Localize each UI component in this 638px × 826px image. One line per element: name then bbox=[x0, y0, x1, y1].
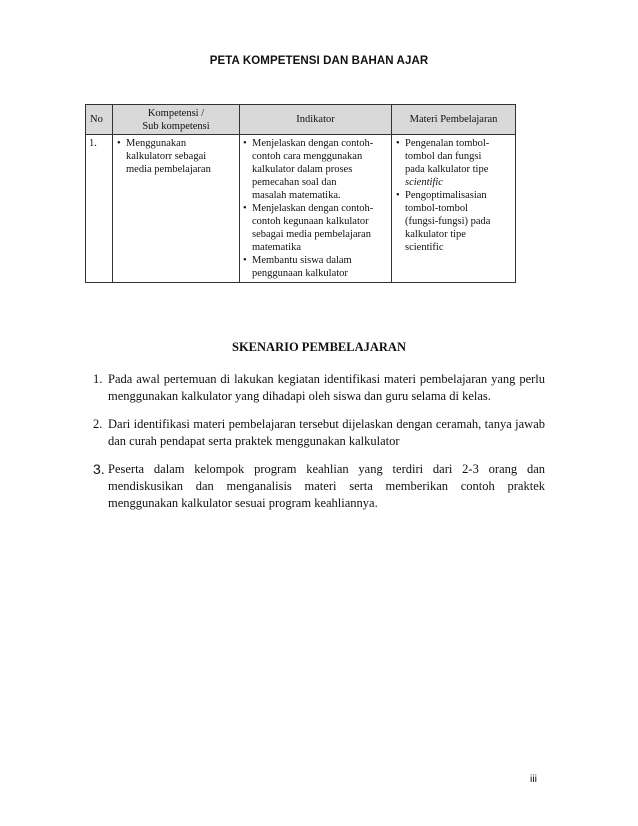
cell-kompetensi bbox=[113, 135, 240, 283]
header-materi: Materi Pembelajaran bbox=[392, 105, 516, 135]
kompetensi-line: • Menggunakan bbox=[126, 138, 187, 149]
table-header-row bbox=[86, 105, 516, 135]
item-number: 3. bbox=[93, 461, 105, 477]
list-item bbox=[243, 254, 388, 280]
item-number: 1. bbox=[93, 372, 103, 386]
list-item bbox=[93, 371, 545, 405]
indikator-line: kalkulator dalam proses bbox=[252, 164, 353, 175]
indikator-line: matematika bbox=[252, 242, 301, 253]
cell-indikator bbox=[240, 135, 392, 283]
materi-line: scientific bbox=[405, 242, 444, 253]
list-item bbox=[116, 137, 236, 176]
list-item bbox=[395, 189, 512, 254]
section-title: SKENARIO PEMBELAJARAN bbox=[232, 340, 406, 354]
indikator-line: • Membantu siswa dalam bbox=[252, 255, 352, 266]
materi-line: • Pengoptimalisasian bbox=[405, 190, 487, 201]
table-row bbox=[86, 135, 516, 283]
competency-table bbox=[85, 104, 516, 283]
cell-no: 1. bbox=[86, 135, 113, 283]
header-kompetensi bbox=[113, 105, 240, 135]
list-item bbox=[93, 461, 545, 512]
materi-line: kalkulator tipe bbox=[405, 229, 466, 240]
kompetensi-line: kalkulatorr sebagai bbox=[126, 151, 207, 162]
materi-line: • Pengenalan tombol- bbox=[405, 138, 490, 149]
item-text: Dari identifikasi materi pembelajaran tersebut dijelaskan dengan ceramah, tanya jawab dan curah pendapat serta praktek menggunakan kalkulator bbox=[108, 417, 545, 448]
page-title: PETA KOMPETENSI DAN BAHAN AJAR bbox=[209, 55, 429, 67]
materi-line-italic: scientific bbox=[405, 177, 443, 188]
indikator-line: contoh cara menggunakan bbox=[252, 151, 363, 162]
kompetensi-line: media pembelajaran bbox=[126, 164, 211, 175]
indikator-line: • Menjelaskan dengan contoh- bbox=[252, 203, 374, 214]
header-kompetensi-line2: Sub kompetensi bbox=[142, 120, 210, 132]
indikator-line: pemecahan soal dan bbox=[252, 177, 337, 188]
materi-line: (fungsi-fungsi) pada bbox=[405, 216, 491, 227]
materi-line: tombol-tombol bbox=[405, 203, 468, 214]
header-indikator: Indikator bbox=[240, 105, 392, 135]
list-item bbox=[93, 416, 545, 450]
list-item bbox=[395, 137, 512, 189]
indikator-line: masalah matematika. bbox=[252, 190, 341, 201]
indikator-line: sebagai media pembelajaran bbox=[252, 229, 371, 240]
header-no: No bbox=[86, 105, 113, 135]
list-item bbox=[243, 202, 388, 254]
header-kompetensi-line1: Kompetensi / bbox=[147, 107, 205, 119]
item-text: Pada awal pertemuan di lakukan kegiatan identifikasi materi pembelajaran yang perlu menggunakan kalkulator yang dihadapi oleh siswa dan guru selama di kelas. bbox=[108, 372, 545, 403]
indikator-line: penggunaan kalkulator bbox=[252, 268, 348, 279]
materi-line: pada kalkulator tipe bbox=[405, 164, 489, 175]
item-number: 2. bbox=[93, 417, 103, 431]
indikator-line: contoh kegunaan kalkulator bbox=[252, 216, 369, 227]
item-text: Peserta dalam kelompok program keahlian yang terdiri dari 2-3 orang dan mendiskusikan dan menganalisis materi serta memberikan contoh praktek menggunakan kalkulator sesuai program keahliannya. bbox=[108, 462, 545, 510]
page-number: iii bbox=[530, 773, 537, 785]
cell-materi bbox=[392, 135, 516, 283]
indikator-line: • Menjelaskan dengan contoh- bbox=[252, 138, 374, 149]
materi-line: tombol dan fungsi bbox=[405, 151, 482, 162]
list-item bbox=[243, 137, 388, 202]
scenario-list bbox=[93, 371, 545, 523]
